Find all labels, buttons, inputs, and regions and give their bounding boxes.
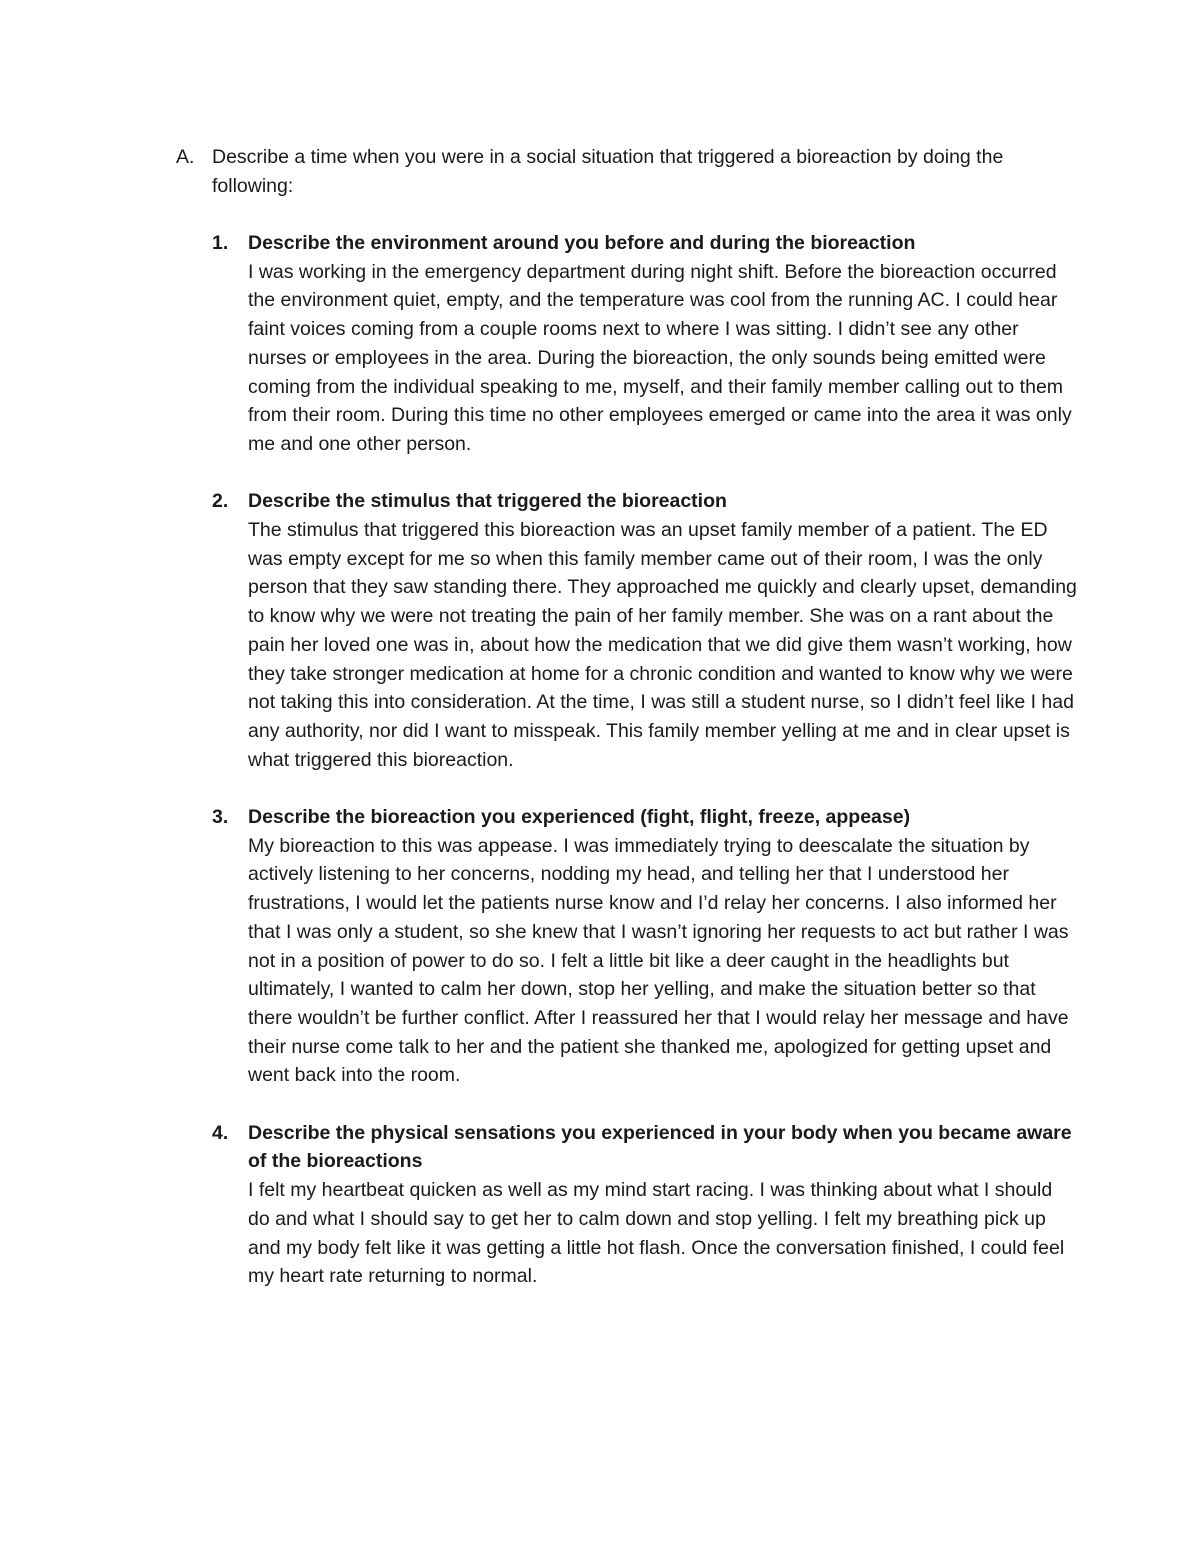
list-marker-a: A. xyxy=(176,146,195,168)
list-item-2 xyxy=(212,487,1082,774)
list-item-3-body xyxy=(248,803,1078,1090)
list-item-2-body xyxy=(248,487,1078,774)
answer-paragraph-4: I felt my heartbeat quicken as well as my mind start racing. I was thinking about what I should do and what I should say to get her to calm down and stop yelling. I felt my breathing pick up and my body felt like it was getting a little hot flash. Once the conversation finished, I could feel my heart rate returning to normal. xyxy=(248,1179,1065,1288)
list-marker-4: 4. xyxy=(212,1121,229,1144)
question-heading-4: Describe the physical sensations you experienced in your body when you became aware of the bioreactions xyxy=(248,1121,1072,1173)
question-heading-2: Describe the stimulus that triggered the bioreaction xyxy=(248,490,727,513)
sub-question-list xyxy=(212,229,1082,1320)
question-heading-3: Describe the bioreaction you experienced (fight, flight, freeze, appease) xyxy=(248,806,911,829)
list-item-1 xyxy=(212,229,1082,459)
list-marker-3: 3. xyxy=(212,806,229,829)
answer-paragraph-2: The stimulus that triggered this bioreaction was an upset family member of a patient. The ED was empty except for me so when this family member came out of their room, I was the only person that they saw standing there. They approached me quickly and clearly upset, demanding to know why we were not treating the pain of her family member. She was on a rant about the pain her loved one was in, about how the medication that we did give them wasn’t working, how they take stronger medication at home for a chronic condition and wanted to know why we were not taking this into consideration. At the time, I was still a student nurse, so I didn’t feel like I had any authority, nor did I want to misspeak. This family member yelling at me and in clear upset is what triggered this bioreaction. xyxy=(248,519,1077,771)
list-marker-1: 1. xyxy=(212,232,229,254)
prompt-text: Describe a time when you were in a social situation that triggered a bioreaction by doing the following: xyxy=(212,146,1004,197)
list-item-3 xyxy=(212,803,1082,1090)
list-item-1-body xyxy=(248,229,1078,459)
list-item-4 xyxy=(212,1119,1082,1291)
list-item-4-body xyxy=(248,1119,1078,1291)
answer-paragraph-3: My bioreaction to this was appease. I was immediately trying to deescalate the situation by actively listening to her concerns, nodding my head, and telling her that I understood her frustrations, I would let the patients nurse know and I’d relay her concerns. I also informed her that I was only a student, so she knew that I wasn’t ignoring her requests to act but rather I was not in a position of power to do so. I felt a little bit like a deer caught in the headlights but ultimately, I wanted to calm her down, stop her yelling, and make the situation better so that there wouldn’t be further conflict. After I reassured her that I would relay her message and have their nurse come talk to her and the patient she thanked me, apologized for getting upset and went back into the room. xyxy=(248,834,1069,1087)
question-heading-1: Describe the environment around you before and during the bioreaction xyxy=(248,232,916,254)
list-item-a xyxy=(176,143,1076,200)
list-marker-2: 2. xyxy=(212,490,229,513)
answer-paragraph-1: I was working in the emergency department during night shift. Before the bioreaction occurred the environment quiet, empty, and the temperature was cool from the running AC. I could hear faint voices coming from a couple rooms next to where I was sitting. I didn’t see any other nurses or employees in the area. During the bioreaction, the only sounds being emitted were coming from the individual speaking to me, myself, and their family member calling out to them from their room. During this time no other employees emerged or came into the area it was only me and one other person. xyxy=(248,260,1072,455)
